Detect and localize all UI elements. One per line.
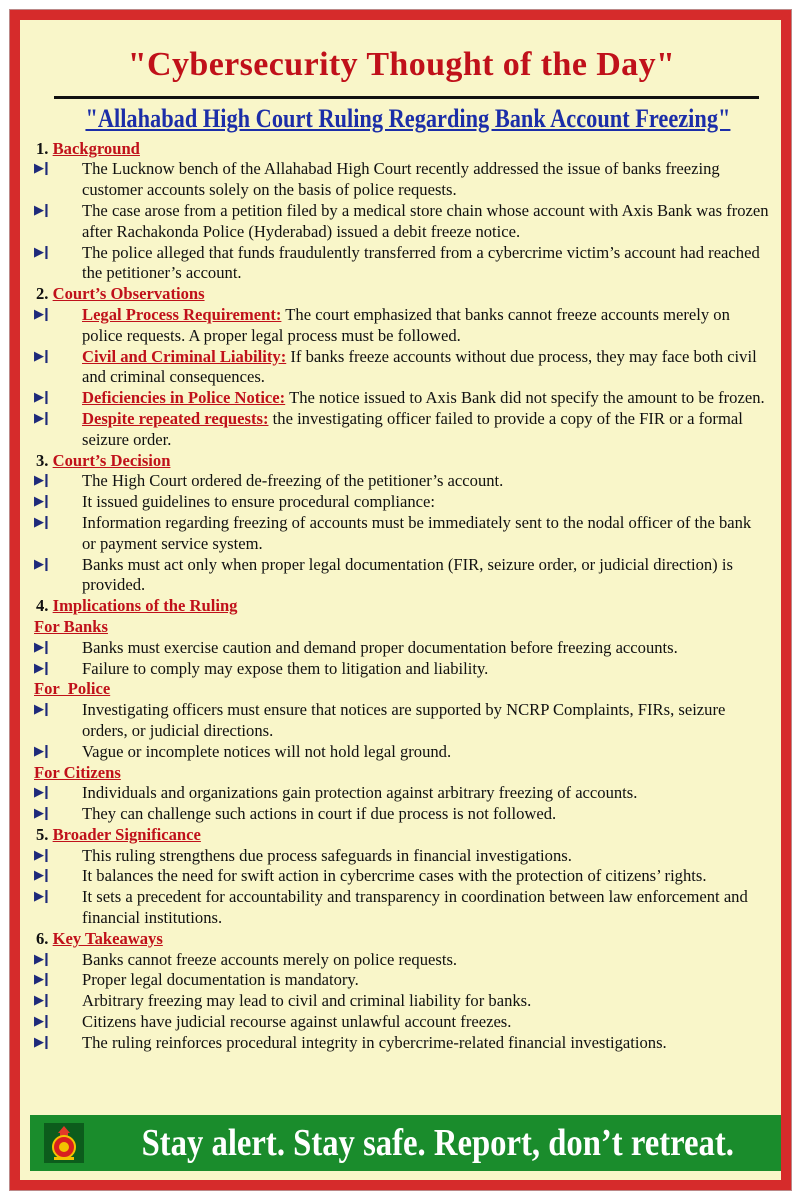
section-title: Background <box>52 138 140 158</box>
item-text: They can challenge such actions in court if due process is not followed. <box>82 804 557 824</box>
item-text: Banks must exercise caution and demand proper documentation before freezing accounts. <box>82 637 678 657</box>
item-text: The Lucknow bench of the Allahabad High Court recently addressed the issue of banks freezing customer accounts solely on the basis of police requests. <box>82 159 720 200</box>
section-4 <box>34 596 769 825</box>
section-heading <box>36 451 769 472</box>
list-item <box>34 783 769 804</box>
item-text: Individuals and organizations gain protection against arbitrary freezing of accounts. <box>82 783 638 803</box>
bullet-arrow-icon: ▶❙ <box>34 806 49 822</box>
bullet-arrow-icon: ▶❙ <box>34 951 49 967</box>
section-number: 2. <box>36 284 49 304</box>
section-heading <box>36 929 769 950</box>
bullet-arrow-icon: ▶❙ <box>34 889 49 905</box>
section-title: Implications of the Ruling <box>52 596 238 616</box>
bullet-arrow-icon: ▶❙ <box>34 202 49 218</box>
bullet-arrow-icon: ▶❙ <box>34 244 49 260</box>
list-item <box>34 243 769 285</box>
list-item <box>34 347 769 389</box>
section-title: Broader Significance <box>52 824 201 844</box>
list-item <box>34 659 769 680</box>
bullet-arrow-icon: ▶❙ <box>34 639 49 655</box>
item-text: It sets a precedent for accountability and transparency in coordination between law enforcement and financial institutions. <box>82 887 748 928</box>
item-text: If banks freeze accounts without due process, they may face both civil and criminal consequences. <box>82 346 757 387</box>
item-text: Banks cannot freeze accounts merely on police requests. <box>82 949 458 969</box>
bullet-arrow-icon: ▶❙ <box>34 161 49 177</box>
page-title: "Cybersecurity Thought of the Day" <box>127 46 676 83</box>
article-body <box>34 139 769 1054</box>
bullet-arrow-icon: ▶❙ <box>34 993 49 1009</box>
list-item <box>34 388 769 409</box>
list-item <box>34 555 769 597</box>
bullet-arrow-icon: ▶❙ <box>34 556 49 572</box>
list-item <box>34 1012 769 1033</box>
item-text: the investigating officer failed to provide a copy of the FIR or a formal seizure order. <box>82 408 743 449</box>
bullet-arrow-icon: ▶❙ <box>34 660 49 676</box>
item-text: The case arose from a petition filed by a medical store chain whose account with Axis Bank was frozen after Rachakonda Police (Hyderabad) issued a debit freeze notice. <box>82 200 769 241</box>
item-lead: Legal Process Requirement: <box>82 304 282 324</box>
list-item <box>34 201 769 243</box>
section-6 <box>34 929 769 1054</box>
bullet-arrow-icon: ▶❙ <box>34 514 49 530</box>
bullet-arrow-icon: ▶❙ <box>34 390 49 406</box>
bullet-arrow-icon: ▶❙ <box>34 972 49 988</box>
item-text: It issued guidelines to ensure procedural compliance: <box>82 492 435 512</box>
item-text: The court emphasized that banks cannot freeze accounts merely on police requests. A proper legal process must be followed. <box>82 304 730 345</box>
poster <box>10 10 791 1190</box>
bullet-arrow-icon: ▶❙ <box>34 743 49 759</box>
section-heading <box>36 825 769 846</box>
list-item <box>34 950 769 971</box>
section-title: Court’s Observations <box>52 284 205 304</box>
list-item <box>34 887 769 929</box>
item-text: Investigating officers must ensure that notices are supported by NCRP Complaints, FIRs, seizure orders, or judicial directions. <box>82 700 726 740</box>
list-item <box>34 700 769 742</box>
list-item <box>34 991 769 1012</box>
item-text: The High Court ordered de-freezing of the petitioner’s account. <box>82 471 504 491</box>
title-divider <box>54 96 759 99</box>
footer-banner <box>30 1115 781 1171</box>
list-item <box>34 846 769 867</box>
list-item <box>34 866 769 887</box>
list-item <box>34 638 769 659</box>
item-lead: Deficiencies in Police Notice: <box>82 388 286 408</box>
section-title: Key Takeaways <box>52 928 163 948</box>
bullet-arrow-icon: ▶❙ <box>34 868 49 884</box>
section-number: 3. <box>36 450 49 470</box>
item-text: Citizens have judicial recourse against unlawful account freezes. <box>82 1012 512 1032</box>
list-item <box>34 159 769 201</box>
subsection-heading: For Police <box>34 679 111 699</box>
item-text: It balances the need for swift action in cybercrime cases with the protection of citizens’ rights. <box>82 866 707 886</box>
list-item <box>34 409 769 451</box>
bullet-arrow-icon: ▶❙ <box>34 1034 49 1050</box>
section-heading <box>36 139 769 160</box>
section-3 <box>34 451 769 597</box>
item-text: The notice issued to Axis Bank did not specify the amount to be frozen. <box>289 388 765 408</box>
item-text: Banks must act only when proper legal documentation (FIR, seizure order, or judicial direction) is provided. <box>82 554 733 595</box>
page-subtitle: "Allahabad High Court Ruling Regarding Bank Account Freezing" <box>85 104 731 133</box>
list-item <box>34 1033 769 1054</box>
section-title: Court’s Decision <box>52 450 171 470</box>
item-text: The ruling reinforces procedural integrity in cybercrime-related financial investigations. <box>82 1032 667 1052</box>
bullet-arrow-icon: ▶❙ <box>34 348 49 364</box>
bullet-arrow-icon: ▶❙ <box>34 306 49 322</box>
bullet-arrow-icon: ▶❙ <box>34 473 49 489</box>
list-item <box>34 305 769 347</box>
section-number: 6. <box>36 928 49 948</box>
item-text: Vague or incomplete notices will not hold legal ground. <box>82 741 452 761</box>
list-item <box>34 970 769 991</box>
bullet-arrow-icon: ▶❙ <box>34 410 49 426</box>
bullet-arrow-icon: ▶❙ <box>34 847 49 863</box>
item-text: This ruling strengthens due process safeguards in financial investigations. <box>82 845 572 865</box>
item-text: Arbitrary freezing may lead to civil and criminal liability for banks. <box>82 991 532 1011</box>
list-item <box>34 804 769 825</box>
list-item <box>34 513 769 555</box>
item-text: Information regarding freezing of accounts must be immediately sent to the nodal officer of the bank or payment service system. <box>82 512 752 553</box>
item-text: Proper legal documentation is mandatory. <box>82 970 359 990</box>
section-number: 4. <box>36 596 49 616</box>
bullet-arrow-icon: ▶❙ <box>34 494 49 510</box>
police-emblem-icon <box>44 1123 84 1163</box>
section-number: 1. <box>36 138 49 158</box>
subsection-heading: For Citizens <box>34 762 121 782</box>
section-1 <box>34 139 769 285</box>
item-text: The police alleged that funds fraudulently transferred from a cybercrime victim’s account had reached the petitioner’s account. <box>82 242 760 283</box>
item-lead: Despite repeated requests: <box>82 408 269 428</box>
section-5 <box>34 825 769 929</box>
section-2 <box>34 284 769 450</box>
list-item <box>34 742 769 763</box>
section-heading <box>36 596 769 617</box>
bullet-arrow-icon: ▶❙ <box>34 1014 49 1030</box>
item-text: Failure to comply may expose them to litigation and liability. <box>82 658 489 678</box>
item-lead: Civil and Criminal Liability: <box>82 346 287 366</box>
poster-content <box>34 20 769 1054</box>
bullet-arrow-icon: ▶❙ <box>34 785 49 801</box>
list-item <box>34 471 769 492</box>
bullet-arrow-icon: ▶❙ <box>34 702 49 718</box>
subsection-heading: For Banks <box>34 616 108 636</box>
section-number: 5. <box>36 824 49 844</box>
list-item <box>34 492 769 513</box>
footer-slogan: Stay alert. Stay safe. Report, don’t retreat. <box>141 1122 734 1164</box>
section-heading <box>36 284 769 305</box>
